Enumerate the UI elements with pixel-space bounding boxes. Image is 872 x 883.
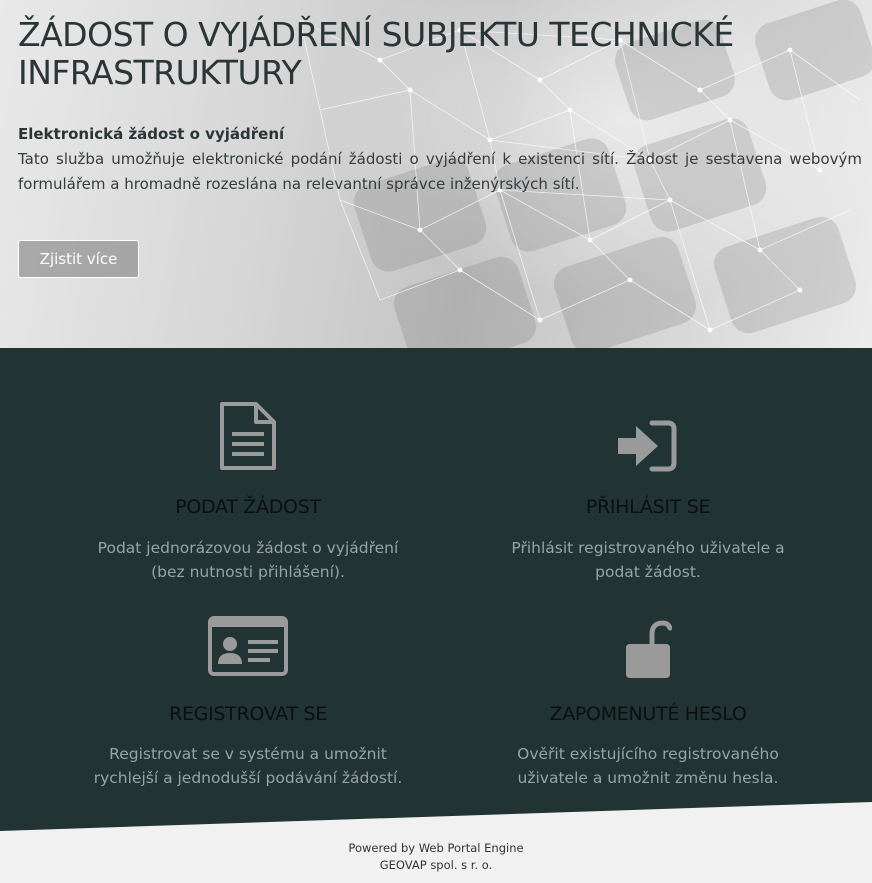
tile-description: Přihlásit registrovaného uživatele a podat žádost. — [511, 539, 785, 581]
company-name: GEOVAP spol. s r. o. — [379, 858, 493, 872]
tile-description: Podat jednorázovou žádost o vyjádření (bez nutnosti přihlášení). — [97, 539, 399, 581]
page-title: ŽÁDOST O VYJÁDŘENÍ SUBJEKTU TECHNICKÉ INFRASTRUKTURY — [18, 15, 734, 92]
footer — [0, 838, 872, 883]
powered-by-text: Powered by Web Portal Engine — [348, 841, 524, 855]
hero-description: Tato služba umožňuje elektronické podání žádosti o vyjádření k existenci sítí. Žádost je sestavena webovým formulářem a hromadně rozeslána na relevantní správce inženýrských sítí. — [18, 150, 862, 193]
tile-forgotten-password[interactable] — [448, 608, 848, 808]
id-card-icon — [208, 616, 288, 676]
learn-more-button[interactable]: Zjistit více — [18, 240, 139, 278]
tile-description: Registrovat se v systému a umožnit rychlejší a jednodušší podávání žádostí. — [93, 745, 403, 787]
tile-login[interactable] — [448, 348, 848, 598]
sign-in-icon — [616, 420, 678, 472]
tile-title: ZAPOMENUTÉ HESLO — [549, 703, 747, 725]
hero-banner — [0, 0, 872, 348]
hero-subtitle: Elektronická žádost o vyjádření — [18, 125, 285, 143]
tile-description: Ověřit existujícího registrovaného uživatele a umožnit změnu hesla. — [517, 745, 779, 787]
tile-title: PŘIHLÁSIT SE — [585, 496, 711, 518]
actions-section — [0, 348, 872, 838]
unlock-icon — [624, 618, 672, 680]
tile-register[interactable] — [48, 608, 448, 808]
tile-submit-request[interactable] — [48, 348, 448, 598]
tile-title: REGISTROVAT SE — [169, 703, 327, 725]
document-icon — [218, 402, 278, 472]
tile-title: PODAT ŽÁDOST — [175, 496, 321, 518]
